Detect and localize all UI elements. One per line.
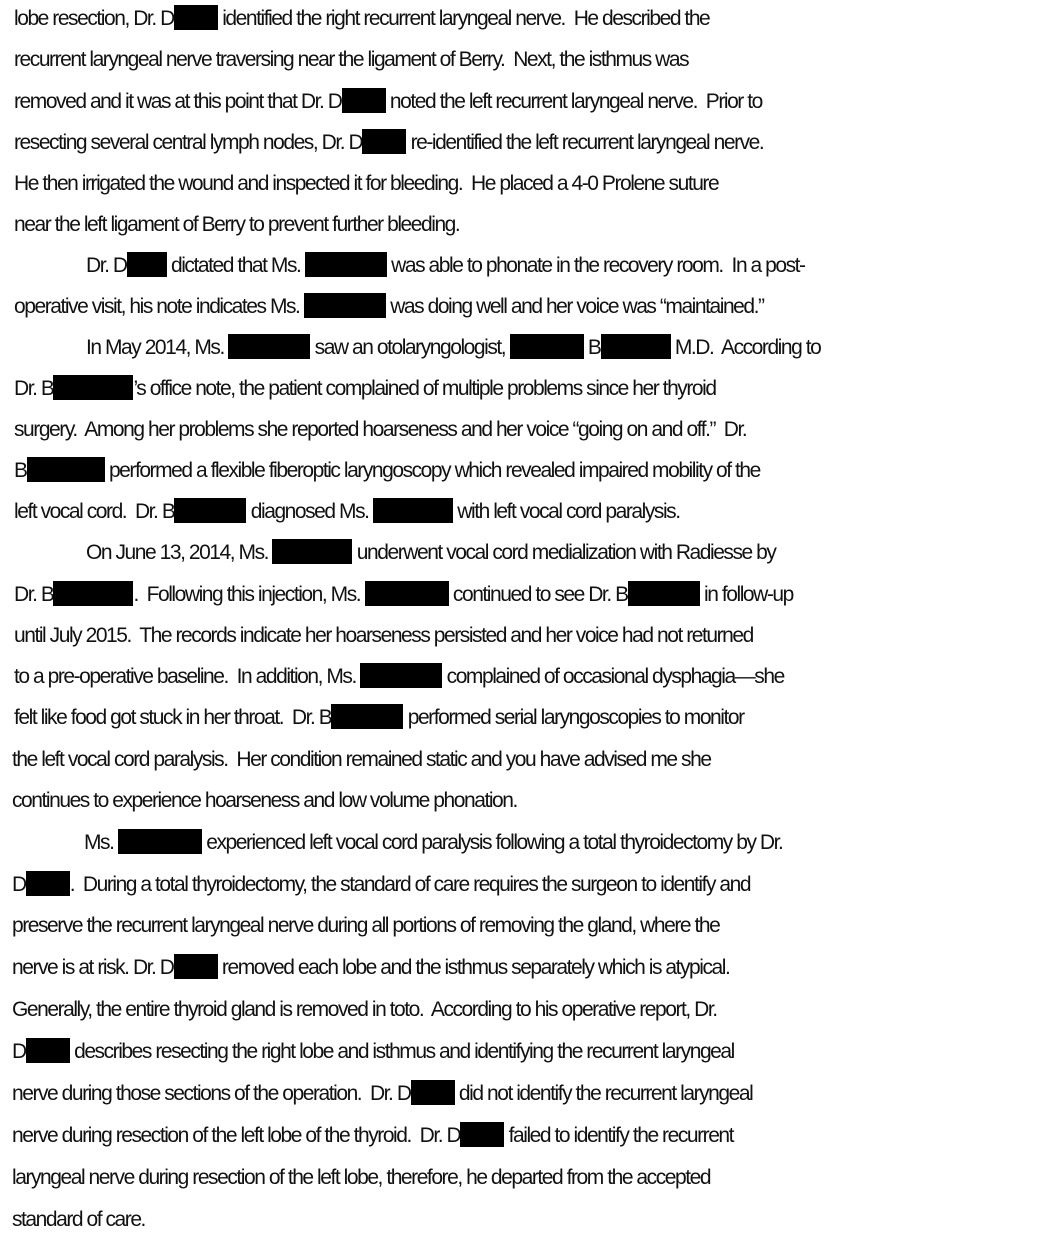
text-line xyxy=(0,993,1040,1027)
text-line xyxy=(0,208,1040,242)
redaction-bar xyxy=(174,5,218,30)
text-line xyxy=(0,413,1040,447)
redaction-bar xyxy=(628,581,700,606)
text-segment: nerve during those sections of the operation. Dr. D xyxy=(12,1082,411,1105)
redaction-bar xyxy=(26,1038,70,1063)
text-line xyxy=(0,2,1040,36)
redaction-bar xyxy=(360,663,442,688)
text-segment: surgery. Among her problems she reported hoarseness and her voice “going on and off.” Dr. xyxy=(14,418,747,441)
text-segment: M.D. According to xyxy=(670,336,821,359)
text-line xyxy=(0,951,1040,985)
redaction-bar xyxy=(53,375,133,400)
redaction-bar xyxy=(411,1080,455,1105)
text-segment: removed each lobe and the isthmus separately which is atypical. xyxy=(217,956,730,979)
text-segment: D xyxy=(12,873,26,896)
redaction-bar xyxy=(601,334,671,359)
text-segment: lobe resection, Dr. D xyxy=(14,7,174,30)
redaction-bar xyxy=(362,129,406,154)
redaction-bar xyxy=(342,88,386,113)
text-line xyxy=(0,1035,1040,1069)
redaction-bar xyxy=(460,1122,504,1147)
redaction-bar xyxy=(365,581,449,606)
text-segment: D xyxy=(12,1040,26,1063)
text-segment: removed and it was at this point that Dr. D xyxy=(14,90,342,113)
text-line xyxy=(0,743,1040,777)
text-segment: B xyxy=(14,459,27,482)
text-segment: Dr. B xyxy=(14,583,54,606)
text-line xyxy=(0,454,1040,488)
text-segment: B xyxy=(583,336,601,359)
text-line xyxy=(0,1203,1040,1237)
text-segment: . During a total thyroidectomy, the standard of care requires the surgeon to identify and xyxy=(69,873,751,896)
redaction-bar xyxy=(53,581,133,606)
text-segment: diagnosed Ms. xyxy=(246,500,373,523)
text-segment: ’s office note, the patient complained of multiple problems since her thyroid xyxy=(133,377,716,400)
text-segment: felt like food got stuck in her throat. Dr. B xyxy=(14,706,332,729)
text-segment: experienced left vocal cord paralysis following a total thyroidectomy by Dr. xyxy=(201,831,783,854)
text-segment: was doing well and her voice was “maintained.” xyxy=(385,295,764,318)
text-segment: . Following this injection, Ms. xyxy=(133,583,365,606)
text-segment: identified the right recurrent laryngeal nerve. He described the xyxy=(217,7,710,30)
text-line xyxy=(0,578,1040,612)
text-segment: resecting several central lymph nodes, Dr. D xyxy=(14,131,363,154)
text-segment: left vocal cord. Dr. B xyxy=(14,500,175,523)
text-segment: performed serial laryngoscopies to monitor xyxy=(403,706,744,729)
text-line xyxy=(0,826,1040,860)
text-segment: Dr. B xyxy=(14,377,54,400)
text-segment: the left vocal cord paralysis. Her condition remained static and you have advised me she xyxy=(12,748,711,771)
text-segment: performed a flexible fiberoptic laryngoscopy which revealed impaired mobility of the xyxy=(104,459,760,482)
text-segment: re-identified the left recurrent laryngeal nerve. xyxy=(406,131,764,154)
text-line xyxy=(0,619,1040,653)
text-segment: preserve the recurrent laryngeal nerve during all portions of removing the gland, where the xyxy=(12,914,720,937)
text-segment: Dr. D xyxy=(86,254,127,277)
text-segment: On June 13, 2014, Ms. xyxy=(86,541,273,564)
text-segment: nerve is at risk. Dr. D xyxy=(12,956,174,979)
text-line xyxy=(0,249,1040,283)
redaction-bar xyxy=(304,293,386,318)
text-line xyxy=(0,1077,1040,1111)
text-segment: to a pre-operative baseline. In addition, Ms. xyxy=(14,665,361,688)
text-segment: did not identify the recurrent laryngeal xyxy=(454,1082,753,1105)
redaction-bar xyxy=(331,704,403,729)
text-line xyxy=(0,372,1040,406)
text-line xyxy=(0,701,1040,735)
text-line xyxy=(0,868,1040,902)
text-segment: recurrent laryngeal nerve traversing near the ligament of Berry. Next, the isthmus was xyxy=(14,48,689,71)
text-line xyxy=(0,1161,1040,1195)
redaction-bar xyxy=(27,457,105,482)
redaction-bar xyxy=(305,252,387,277)
redaction-bar xyxy=(510,334,584,359)
text-line xyxy=(0,126,1040,160)
text-segment: standard of care. xyxy=(12,1208,145,1231)
text-line xyxy=(0,85,1040,119)
text-line xyxy=(0,290,1040,324)
text-segment: until July 2015. The records indicate her hoarseness persisted and her voice had not returned xyxy=(14,624,753,647)
text-line xyxy=(0,660,1040,694)
text-segment: complained of occasional dysphagia—she xyxy=(442,665,784,688)
redaction-bar xyxy=(26,871,70,896)
redaction-bar xyxy=(272,539,352,564)
text-line xyxy=(0,1119,1040,1153)
text-segment: operative visit, his note indicates Ms. xyxy=(14,295,304,318)
redaction-bar xyxy=(118,829,202,854)
text-segment: dictated that Ms. xyxy=(166,254,305,277)
text-segment: underwent vocal cord medialization with Radiesse by xyxy=(352,541,776,564)
text-segment: Generally, the entire thyroid gland is removed in toto. According to his operative report, Dr. xyxy=(12,998,717,1021)
text-segment: continued to see Dr. B xyxy=(448,583,628,606)
text-line xyxy=(0,784,1040,818)
text-line xyxy=(0,909,1040,943)
text-segment: laryngeal nerve during resection of the left lobe, therefore, he departed from the accepted xyxy=(12,1166,711,1189)
text-segment: describes resecting the right lobe and isthmus and identifying the recurrent laryngeal xyxy=(69,1040,734,1063)
text-segment: noted the left recurrent laryngeal nerve. Prior to xyxy=(385,90,762,113)
text-segment: nerve during resection of the left lobe of the thyroid. Dr. D xyxy=(12,1124,461,1147)
text-segment: in follow-up xyxy=(699,583,793,606)
text-segment: near the left ligament of Berry to prevent further bleeding. xyxy=(14,213,460,236)
redaction-bar xyxy=(228,334,310,359)
text-segment: In May 2014, Ms. xyxy=(86,336,229,359)
text-line xyxy=(0,536,1040,570)
text-segment: with left vocal cord paralysis. xyxy=(452,500,680,523)
text-line xyxy=(0,43,1040,77)
redaction-bar xyxy=(174,954,218,979)
redaction-bar xyxy=(373,498,453,523)
text-segment: saw an otolaryngologist, xyxy=(310,336,510,359)
text-segment: continues to experience hoarseness and low volume phonation. xyxy=(12,789,517,812)
text-line xyxy=(0,495,1040,529)
text-segment: He then irrigated the wound and inspected it for bleeding. He placed a 4-0 Prolene suture xyxy=(14,172,719,195)
redaction-bar xyxy=(127,252,167,277)
text-segment: was able to phonate in the recovery room. In a post- xyxy=(386,254,805,277)
text-segment: failed to identify the recurrent xyxy=(504,1124,734,1147)
redaction-bar xyxy=(174,498,246,523)
text-segment: Ms. xyxy=(84,831,118,854)
text-line xyxy=(0,331,1040,365)
text-line xyxy=(0,167,1040,201)
